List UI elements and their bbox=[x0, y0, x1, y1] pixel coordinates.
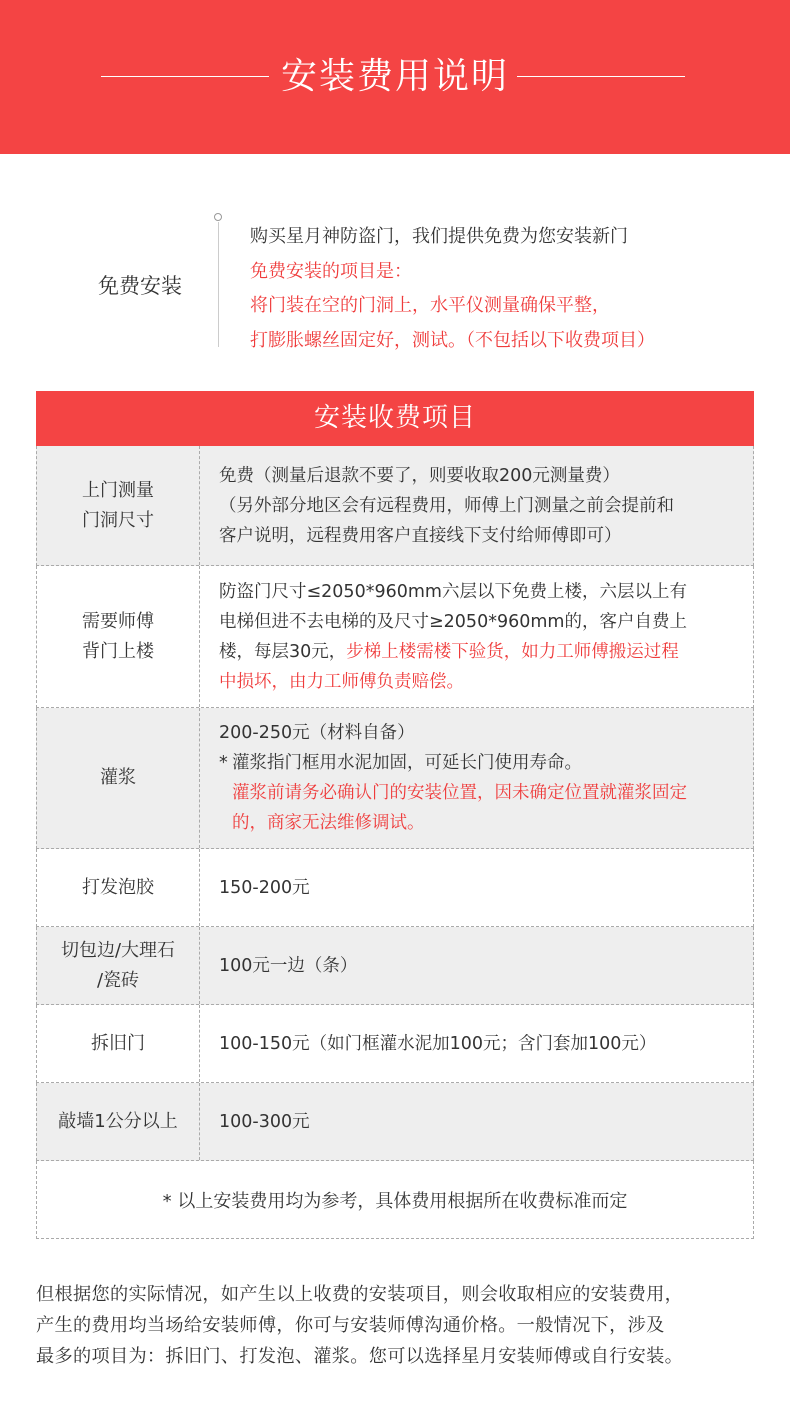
description-line bbox=[219, 607, 741, 637]
description-highlight-text: 步梯上楼需楼下验货，如力工师傅搬运过程 bbox=[346, 641, 679, 662]
description-line bbox=[219, 778, 741, 808]
fee-table bbox=[36, 391, 754, 1239]
fee-item-name bbox=[37, 566, 200, 707]
description-line bbox=[219, 808, 741, 838]
table-row bbox=[36, 566, 754, 708]
fee-item-description bbox=[219, 1083, 741, 1160]
free-install-lines bbox=[250, 220, 655, 358]
table-row bbox=[36, 849, 754, 927]
asterisk-mark: * bbox=[219, 753, 228, 773]
description-text: （另外部分地区会有远程费用，师傅上门测量之前会提前和 bbox=[219, 495, 674, 516]
bottom-note bbox=[36, 1279, 766, 1372]
fee-item-name bbox=[37, 927, 200, 1004]
fee-item-name-line: 背门上楼 bbox=[82, 640, 154, 662]
description-line bbox=[219, 521, 741, 551]
free-install-line: 打膨胀螺丝固定好，测试。（不包括以下收费项目） bbox=[250, 329, 655, 351]
description-text: 100-300元 bbox=[219, 1111, 310, 1132]
fee-item-description bbox=[219, 566, 741, 707]
fee-item-name bbox=[37, 1005, 200, 1082]
fee-item-description bbox=[219, 1005, 741, 1082]
fee-item-name bbox=[37, 446, 200, 565]
description-text: 200-250元（材料自备） bbox=[219, 723, 415, 743]
description-line bbox=[219, 1029, 741, 1059]
description-line bbox=[219, 667, 741, 697]
fee-table-rows bbox=[36, 446, 754, 1161]
fee-item-description bbox=[219, 708, 741, 848]
free-install-line: 将门装在空的门洞上，水平仪测量确保平整， bbox=[250, 295, 610, 316]
description-line bbox=[219, 873, 741, 903]
table-row bbox=[36, 1083, 754, 1161]
table-row bbox=[36, 446, 754, 566]
description-line bbox=[219, 461, 741, 491]
description-text: 防盗门尺寸≤2050*960mm六层以下免费上楼，六层以上有 bbox=[219, 581, 687, 602]
fee-table-title: 安装收费项目 bbox=[36, 391, 754, 446]
free-install-line: 购买星月神防盗门，我们提供免费为您安装新门 bbox=[250, 226, 628, 247]
description-text: 免费（测量后退款不要了，则要收取200元测量费） bbox=[219, 465, 620, 486]
fee-table-footnote: * 以上安装费用均为参考，具体费用根据所在收费标准而定 bbox=[36, 1161, 754, 1239]
table-row bbox=[36, 927, 754, 1005]
bottom-note-line: 但根据您的实际情况，如产生以上收费的安装项目，则会收取相应的安装费用， bbox=[36, 1284, 684, 1305]
fee-item-description bbox=[219, 927, 741, 1004]
fee-item-name bbox=[37, 708, 200, 848]
bottom-note-line: 最多的项目为：拆旧门、打发泡、灌浆。您可以选择星月安装师傅或自行安装。 bbox=[36, 1346, 684, 1367]
description-text: 客户说明，远程费用客户直接线下支付给师傅即可） bbox=[219, 525, 622, 546]
description-text: 100元一边（条） bbox=[219, 955, 358, 976]
description-line bbox=[219, 577, 741, 607]
description-text: 的，商家无法维修调试。 bbox=[232, 813, 425, 833]
fee-item-name bbox=[37, 1083, 200, 1160]
timeline-dot-icon bbox=[214, 213, 222, 221]
fee-item-name bbox=[37, 849, 200, 926]
bottom-note-line: 产生的费用均当场给安装师傅，你可与安装师傅沟通价格。一般情况下，涉及 bbox=[36, 1315, 665, 1336]
fee-item-name-line: 灌浆 bbox=[100, 767, 136, 788]
fee-item-name-line: 上门测量 bbox=[82, 479, 154, 501]
free-install-line: 免费安装的项目是： bbox=[250, 260, 412, 282]
description-text: 楼，每层30元， bbox=[219, 641, 347, 662]
table-row bbox=[36, 1005, 754, 1083]
fee-item-description bbox=[219, 446, 741, 565]
description-text: 电梯但进不去电梯的及尺寸≥2050*960mm的，客户自费上 bbox=[219, 611, 687, 632]
fee-item-name-line: 敲墙1公分以上 bbox=[58, 1110, 178, 1132]
description-text: 100-150元（如门框灌水泥加100元；含门套加100元） bbox=[219, 1033, 657, 1054]
fee-item-name-line: 切包边/大理石 bbox=[60, 939, 176, 961]
fee-item-name-line: 需要师傅 bbox=[82, 610, 154, 632]
page-title: 安装费用说明 bbox=[280, 56, 509, 97]
description-line bbox=[219, 637, 741, 667]
description-text: 灌浆指门框用水泥加固，可延长门使用寿命。 bbox=[232, 753, 582, 773]
description-text: 中损坏，由力工师傅负责赔偿。 bbox=[219, 671, 464, 692]
description-line bbox=[219, 718, 741, 748]
timeline-line bbox=[218, 222, 219, 347]
header-right-rule bbox=[517, 76, 685, 77]
description-text: 150-200元 bbox=[219, 877, 310, 898]
description-text: 灌浆前请务必确认门的安装位置，因未确定位置就灌浆固定 bbox=[232, 783, 687, 803]
table-row bbox=[36, 708, 754, 849]
fee-item-name-line: 门洞尺寸 bbox=[82, 509, 154, 531]
fee-item-name-line: 拆旧门 bbox=[91, 1032, 145, 1054]
free-install-label: 免费安装 bbox=[98, 274, 182, 298]
description-line bbox=[219, 951, 741, 981]
description-line bbox=[219, 491, 741, 521]
free-install-section bbox=[0, 210, 790, 360]
fee-item-description bbox=[219, 849, 741, 926]
fee-item-name-line: 打发泡胶 bbox=[82, 876, 154, 898]
page-header bbox=[0, 0, 790, 154]
description-line bbox=[219, 1107, 741, 1137]
description-line bbox=[219, 748, 741, 778]
fee-item-name-line: /瓷砖 bbox=[96, 969, 140, 991]
